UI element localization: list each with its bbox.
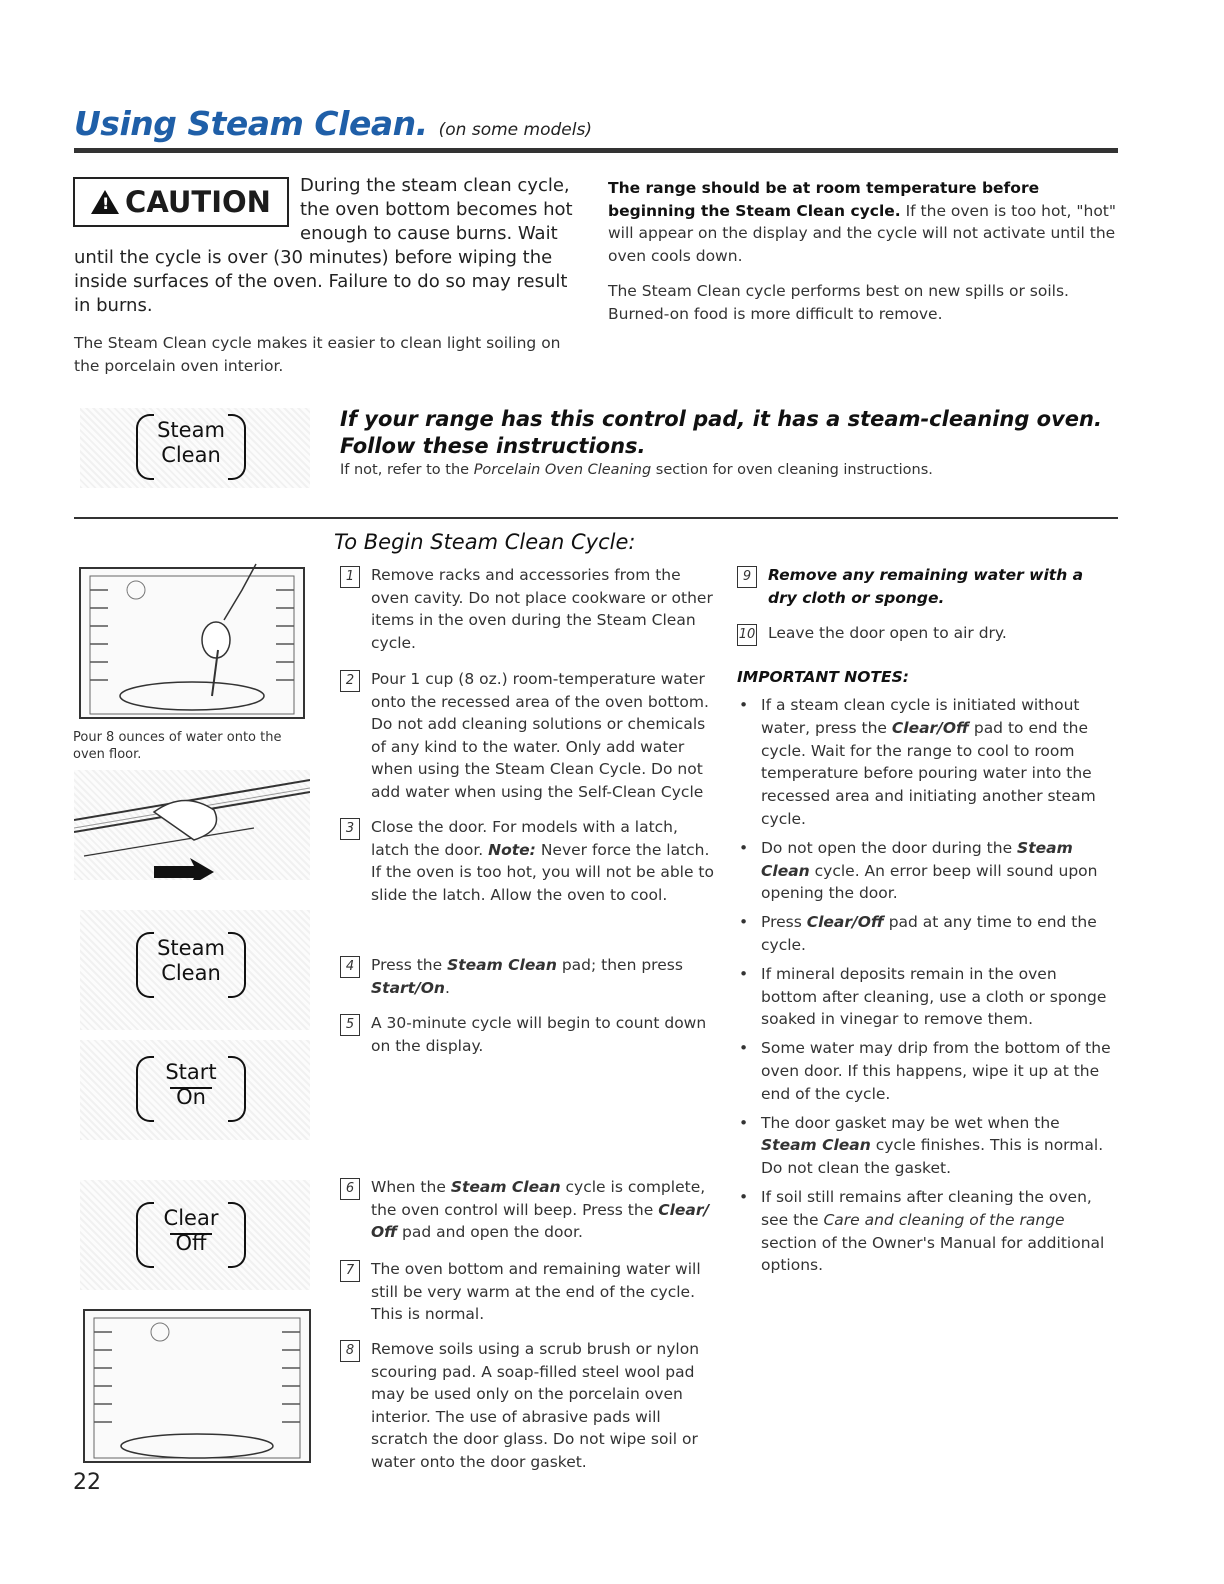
start-on-pad-illustration	[80, 1040, 310, 1140]
subtext-suffix: section for oven cleaning instructions.	[651, 462, 933, 478]
pad-clear-line2: Off	[175, 1231, 207, 1255]
step-1	[340, 564, 720, 654]
note-3-c: pad at any time to end the cycle.	[761, 913, 1097, 954]
pad-steam-line1-2: Steam	[157, 936, 225, 960]
step-4-b: Steam Clean	[447, 956, 557, 974]
note-7-a: If soil still remains after cleaning the oven, see the	[761, 1187, 1092, 1229]
step-6-a: When the	[371, 1178, 451, 1196]
illustration-caption: Pour 8 ounces of water onto the oven floor.	[73, 730, 282, 762]
pad-start-line2: On	[176, 1085, 206, 1109]
subtext-italic: Porcelain Oven Cleaning	[473, 462, 652, 478]
important-notes-heading: IMPORTANT NOTES:	[737, 668, 909, 686]
note-2-c: cycle. An error beep will sound upon opening the door.	[761, 861, 1098, 903]
note-4: • If mineral deposits remain in the oven bottom after cleaning, use a cloth or sponge soaked in vinegar to remove them.	[737, 963, 1117, 1031]
step-4-d: Start/On	[371, 978, 445, 997]
control-pad-heading: If your range has this control pad, it has a steam-cleaning oven. Follow these instructions.	[340, 407, 1102, 458]
important-notes-list	[737, 694, 1117, 1283]
step-5-text: A 30-minute cycle will begin to count down on the display.	[371, 1014, 707, 1055]
step-7	[340, 1258, 720, 1326]
note-7-b: Care and cleaning of the range	[823, 1210, 1065, 1229]
step-6-number: 6	[340, 1178, 360, 1200]
steam-clean-pad-illustration-2	[80, 910, 310, 1030]
step-9-number: 9	[737, 566, 757, 588]
step-5-number: 5	[340, 1014, 360, 1036]
step-3-a: Close the door. For models with a latch, latch the door.	[371, 818, 678, 859]
caution-lead-1: During the steam clean cycle,	[300, 175, 570, 196]
step-4-number: 4	[340, 956, 360, 978]
step-2-text: Pour 1 cup (8 oz.) room-temperature water onto the recessed area of the oven bottom. Do not add cleaning solutions or chemicals of any kind to the water. Only add water when using the Steam Clean Cycle. Do not add water when using the Self-Clean Cycle	[371, 670, 709, 801]
section-heading: To Begin Steam Clean Cycle:	[334, 530, 636, 554]
step-8-text: Remove soils using a scrub brush or nylon scouring pad. A soap-filled steel wool pad may be used only on the porcelain oven interior. The use of abrasive pads will scratch the door glass. Do not wipe soil or water onto the door gasket.	[371, 1340, 700, 1471]
note-5: • Some water may drip from the bottom of the oven door. If this happens, wipe it up at the end of the cycle.	[737, 1037, 1117, 1105]
intro-right-rest: If the oven is too hot, "hot" will appear on the display and the cycle will not activate until the oven cools down.	[608, 201, 1117, 265]
control-pad-subtext	[340, 462, 933, 478]
step-6-d: Clear/ Off	[371, 1200, 710, 1241]
note-1-a: If a steam clean cycle is initiated without water, press the	[761, 696, 1080, 737]
note-3	[737, 911, 1117, 957]
step-6-b: Steam Clean	[450, 1178, 561, 1196]
caution-lead-3: enough to cause burns. Wait	[300, 223, 558, 244]
note-3-a: Press	[761, 913, 807, 932]
note-6-c: cycle finishes. This is normal. Do not clean the gasket.	[761, 1136, 1104, 1178]
step-10-number: 10	[737, 624, 757, 646]
page-title-text: Using Steam Clean.	[74, 104, 428, 143]
step-3	[340, 816, 720, 906]
step-9	[737, 564, 1117, 609]
step-4-a: Press the	[371, 956, 448, 974]
step-4	[340, 954, 720, 999]
caution-rest: until the cycle is over (30 minutes) before wiping the inside surfaces of the oven. Failure to do so may result in burns.	[74, 247, 568, 316]
note-6	[737, 1112, 1117, 1180]
oven-pour-water-illustration	[74, 560, 310, 720]
step-8	[340, 1338, 720, 1473]
step-4-text	[371, 954, 720, 999]
steam-clean-pad-icon	[136, 414, 246, 484]
steam-clean-pad-illustration	[80, 408, 310, 488]
step-4-e: .	[444, 978, 450, 997]
step-5	[340, 1012, 720, 1057]
step-7-text: The oven bottom and remaining water will still be very warm at the end of the cycle. This is normal.	[371, 1260, 701, 1323]
note-2-b: Steam Clean	[761, 838, 1073, 880]
clear-off-pad-icon	[136, 1202, 246, 1272]
pad-steam-line2: Clean	[161, 443, 221, 467]
step-6-e: pad and open the door.	[397, 1223, 583, 1241]
note-6-b: Steam Clean	[761, 1136, 871, 1155]
note-2	[737, 837, 1117, 905]
intro-left: The Steam Clean cycle makes it easier to clean light soiling on the porcelain oven interior.	[74, 334, 561, 375]
step-7-number: 7	[340, 1260, 360, 1282]
step-4-c: pad; then press	[556, 956, 683, 974]
top-rule	[74, 148, 1118, 153]
step-10-text: Leave the door open to air dry.	[768, 624, 1007, 642]
step-3-note: Note:	[488, 840, 536, 859]
note-7	[737, 1186, 1117, 1277]
step-3-number: 3	[340, 818, 360, 840]
caution-text	[74, 174, 584, 318]
step-3-b: Never force the latch. If the oven is too hot, you will not be able to slide the latch. Allow the oven to cool.	[371, 840, 714, 904]
pad-start-line1: Start	[165, 1060, 217, 1084]
page-title-subtitle: (on some models)	[438, 120, 592, 140]
caution-lead-2: the oven bottom becomes hot	[300, 199, 573, 220]
clean-oven-illustration	[74, 1300, 320, 1470]
note-1	[737, 694, 1117, 831]
note-6-a: The door gasket may be wet when the	[761, 1113, 1060, 1132]
step-2-number: 2	[340, 670, 360, 692]
page-number: 22	[73, 1470, 101, 1495]
door-latch-illustration	[74, 770, 310, 880]
step-2	[340, 668, 720, 803]
note-1-c: pad to end the cycle. Wait for the range to cool to room temperature before pouring water into the recessed area and initiating another steam cycle.	[761, 718, 1096, 828]
step-8-number: 8	[340, 1340, 360, 1362]
step-6	[340, 1176, 720, 1244]
note-7-c: section of the Owner's Manual for additional options.	[761, 1233, 1105, 1275]
page-title	[74, 104, 592, 143]
step-3-text	[371, 816, 720, 906]
step-6-text	[371, 1176, 720, 1244]
pad-clear-line1: Clear	[163, 1206, 219, 1230]
start-on-pad-icon	[136, 1056, 246, 1126]
intro-right-bold: The range should be at room temperature before beginning the Steam Clean cycle.	[608, 179, 1040, 220]
step-10	[737, 622, 1117, 645]
note-2-a: Do not open the door during the	[761, 838, 1018, 857]
step-6-c: cycle is complete, the oven control will beep. Press the	[371, 1178, 706, 1219]
caution-label: CAUTION	[125, 185, 271, 219]
pad-steam-line2-2: Clean	[161, 961, 221, 985]
section-rule	[74, 517, 1118, 519]
steam-clean-pad-icon-2	[136, 932, 246, 1002]
step-9-text: Remove any remaining water with a dry cloth or sponge.	[768, 566, 1084, 607]
note-3-b: Clear/Off	[806, 913, 884, 932]
pad-steam-line1: Steam	[157, 418, 225, 442]
step-1-text: Remove racks and accessories from the oven cavity. Do not place cookware or other items in the oven during the Steam Clean cycle.	[371, 566, 713, 652]
note-1-b: Clear/Off	[891, 718, 969, 737]
intro-right-para2: The Steam Clean cycle performs best on new spills or soils. Burned-on food is more difficult to remove.	[608, 282, 1069, 323]
clear-off-pad-illustration	[80, 1180, 310, 1290]
step-1-number: 1	[340, 566, 360, 588]
subtext-prefix: If not, refer to the	[340, 462, 474, 478]
intro-right	[608, 177, 1118, 267]
